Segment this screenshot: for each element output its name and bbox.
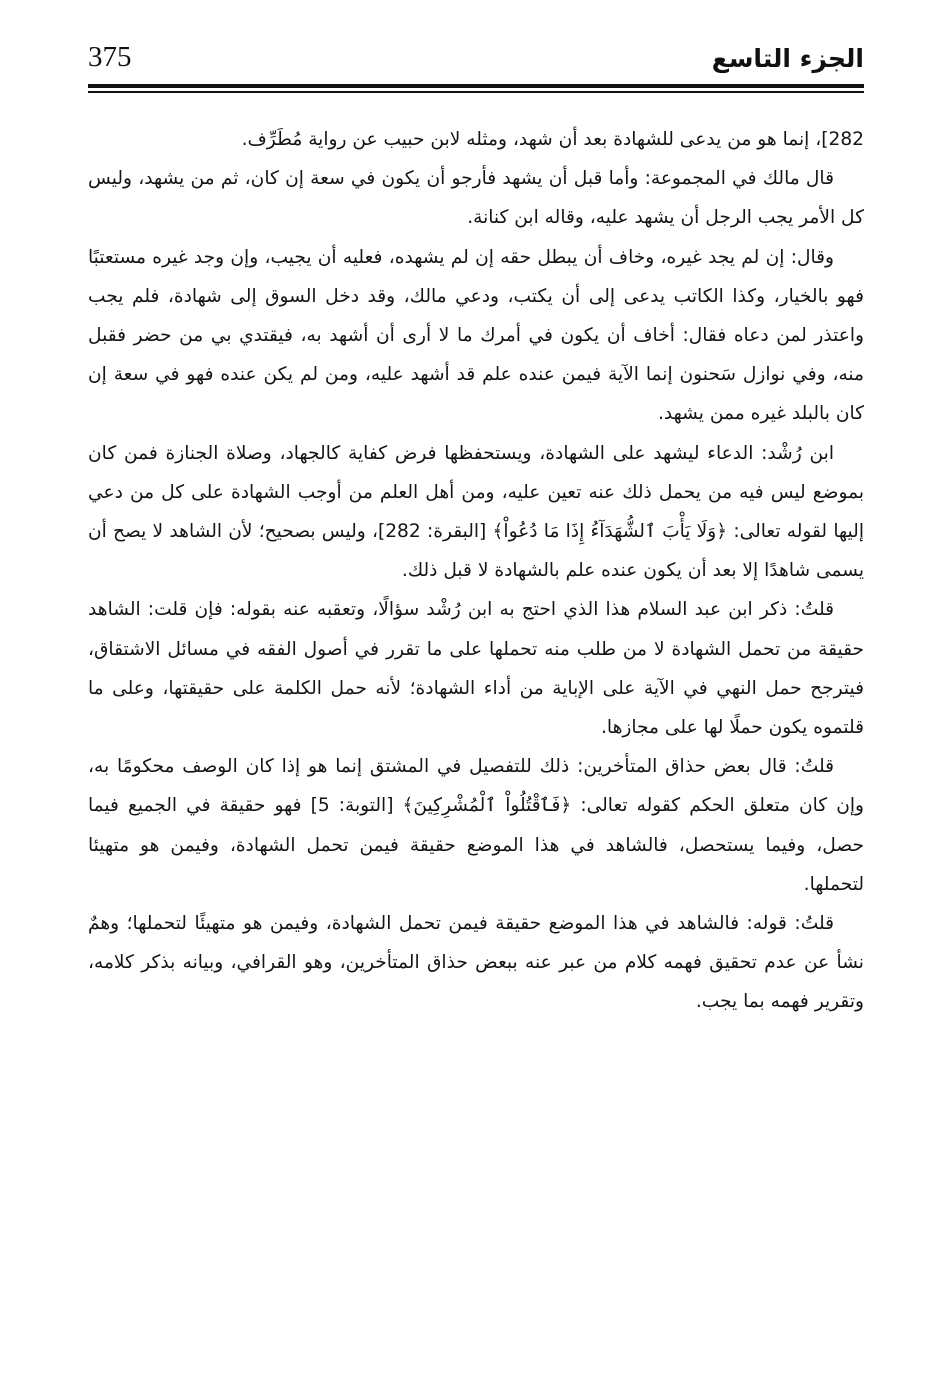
paragraph-7: قلتُ: قوله: فالشاهد في هذا الموضع حقيقة فيمن تحمل الشهادة، وفيمن هو متهيئًا لتحملها؛ وهمٌ نشأ عن عدم تحقيق فهمه كلام من عبر عنه ببعض حذاق المتأخرين، وهو القرافي، وبيانه بذكر كلامه، وتقرير فهمه بما يجب. [88, 913, 864, 1013]
page-body [88, 120, 864, 1022]
paragraph-2: قال مالك في المجموعة: وأما قبل أن يشهد فأرجو أن يكون في سعة إن كان، ثم من يشهد، وليس كل الأمر يجب الرجل أن يشهد عليه، وقاله ابن كنانة. [88, 168, 864, 229]
paragraph-1: 282]، إنما هو من يدعى للشهادة بعد أن شهد، ومثله لابن حبيب عن رواية مُطَرِّف. [241, 129, 864, 150]
paragraph-4: ابن رُشْد: الدعاء ليشهد على الشهادة، ويستحفظها فرض كفاية كالجهاد، وصلاة الجنازة فمن كان بموضع ليس فيه من يحمل ذلك عنه تعين عليه، ومن أهل العلم من أوجب الشهادة على كل من دعي إليها لقوله تعالى: ﴿وَلَا يَأْبَ ٱلشُّهَدَآءُ إِذَا مَا دُعُواْ﴾ [البقرة: 282]، وليس بصحيح؛ لأن الشاهد لا يصح أن يسمى شاهدًا إلا بعد أن يكون عنده علم بالشهادة لا قبل ذلك. [88, 442, 864, 582]
header-rule-thick [88, 84, 864, 88]
paragraph-6: قلتُ: قال بعض حذاق المتأخرين: ذلك للتفصيل في المشتق إنما هو إذا كان الوصف محكومًا به، وإن كان متعلق الحكم كقوله تعالى: ﴿فَٱقْتُلُواْ ٱلْمُشْرِكِينَ﴾ [التوبة: 5] فهو حقيقة في الجميع فيما حصل، وفيما يستحصل، فالشاهد في هذا الموضع حقيقة فيمن تحمل الشهادة، وفيمن هو متهيئا لتحملها. [88, 756, 864, 895]
volume-title: الجزء التاسع [711, 44, 864, 73]
page-header [88, 38, 864, 96]
header-rule-thin [88, 91, 864, 93]
paragraph-3: وقال: إن لم يجد غيره، وخاف أن يبطل حقه إن لم يشهده، فعليه أن يجيب، وإن وجد غيره مستعتبًا فهو بالخيار، وكذا الكاتب يدعى إلى أن يكتب، ودعي مالك، وقد دخل السوق إلى شهادة، فلم يجب واعتذر لمن دعاه فقال: أخاف أن يكون في أمرك ما لا أرى أن أشهد به، فيقتدي بي من حضر فقبل منه، وفي نوازل سَحنون إنما الآية فيمن عنده علم قد أشهد عليه، ومن لم يكن عنده فهو في سعة إن كان بالبلد غيره ممن يشهد. [88, 246, 864, 425]
page-number: 375 [88, 41, 132, 73]
paragraph-5: قلتُ: ذكر ابن عبد السلام هذا الذي احتج به ابن رُشْد سؤالًا، وتعقبه عنه بقوله: فإن قلت: الشاهد حقيقة من تحمل الشهادة لا من طلب منه تحملها على ما تقرر في أصول الفقه في مسائل الاشتقاق، فيترجح حمل النهي في الآية على الإباية من أداء الشهادة؛ لأنه حمل الكلمة على حقيقتها، وعلى ما قلتموه يكون حملًا لها على مجازها. [88, 599, 864, 739]
